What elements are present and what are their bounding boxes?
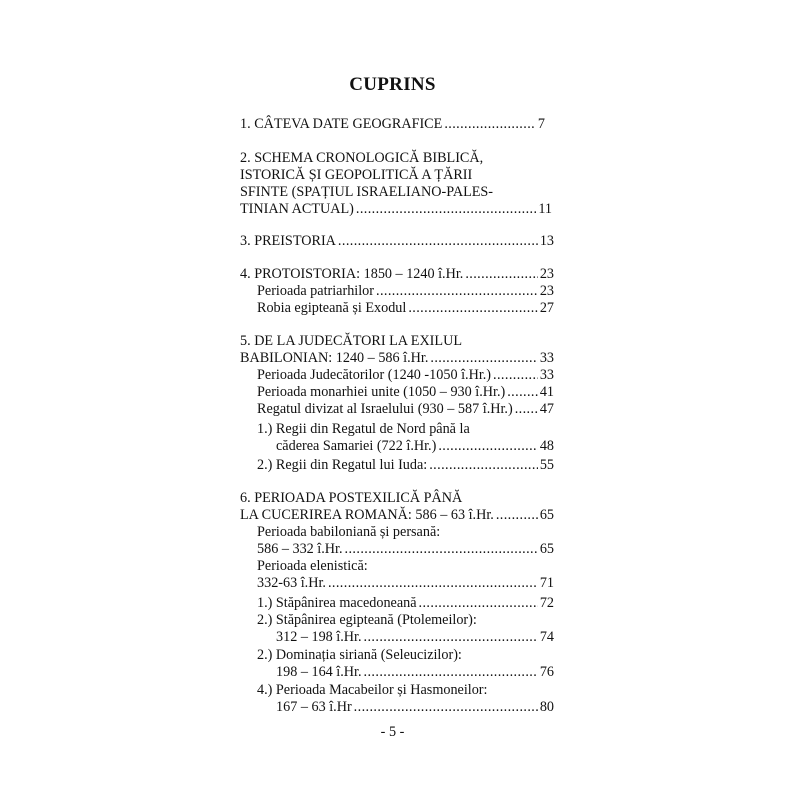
toc-entry: 2.) Dominația siriană (Seleucizilor):	[257, 647, 462, 663]
toc-entry-text: 167 – 63 î.Hr	[276, 699, 352, 715]
toc-entry-page: 11	[538, 201, 552, 217]
toc-entry: 6. PERIOADA POSTEXILICĂ PÂNĂ	[240, 490, 463, 506]
toc-entry-text: 1. CÂTEVA DATE GEOGRAFICE	[240, 116, 443, 132]
toc-entry-text: 4. PROTOISTORIA: 1850 – 1240 î.Hr.	[240, 266, 464, 282]
leader-dots	[345, 541, 538, 558]
toc-entry-text: LA CUCERIREA ROMANĂ: 586 – 63 î.Hr.	[240, 507, 494, 523]
leader-dots	[444, 116, 536, 133]
toc-entry	[257, 401, 554, 418]
toc-entry-text: 332-63 î.Hr.	[257, 575, 326, 591]
toc-entry: 5. DE LA JUDECĂTORI LA EXILUL	[240, 333, 462, 349]
toc-entry	[257, 541, 554, 558]
toc-entry-text: TINIAN ACTUAL)	[240, 201, 354, 217]
leader-dots	[507, 384, 538, 401]
toc-entry: 1.) Regii din Regatul de Nord până la	[257, 421, 470, 437]
toc-entry-page: 80	[539, 699, 554, 715]
leader-dots	[438, 438, 537, 455]
leader-dots	[430, 350, 537, 367]
toc-entry-text: 198 – 164 î.Hr.	[276, 664, 362, 680]
toc-entry-page: 27	[539, 300, 554, 316]
leader-dots	[515, 401, 538, 418]
toc-entry	[257, 575, 554, 592]
toc-entry	[257, 300, 554, 317]
toc-entry	[276, 629, 554, 646]
leader-dots	[496, 507, 538, 524]
toc-entry-page: 65	[539, 541, 554, 557]
toc-entry	[257, 367, 554, 384]
leader-dots	[364, 629, 538, 646]
leader-dots	[465, 266, 537, 283]
toc-entry-page: 33	[539, 350, 554, 366]
toc-entry	[240, 233, 554, 250]
leader-dots	[419, 595, 538, 612]
toc-entry	[257, 457, 554, 474]
toc-entry-text: Perioada patriarhilor	[257, 283, 374, 299]
toc-entry-page: 76	[539, 664, 554, 680]
toc-entry	[240, 201, 552, 218]
page-title: CUPRINS	[349, 74, 436, 95]
toc-entry: Perioada babiloniană și persană:	[257, 524, 441, 540]
toc-entry-text: BABILONIAN: 1240 – 586 î.Hr.	[240, 350, 429, 366]
toc-entry: 2.) Stăpânirea egipteană (Ptolemeilor):	[257, 612, 477, 628]
toc-entry-text: Perioada monarhiei unite (1050 – 930 î.Hr.)	[257, 384, 506, 400]
toc-entry-text: 312 – 198 î.Hr.	[276, 629, 362, 645]
toc-entry	[240, 350, 554, 367]
toc-entry-text: căderea Samariei (722 î.Hr.)	[276, 438, 437, 454]
toc-entry: ISTORICĂ ȘI GEOPOLITICĂ A ȚĂRII	[240, 167, 473, 183]
toc-entry-page: 23	[539, 266, 554, 282]
toc-entry	[276, 438, 554, 455]
leader-dots	[376, 283, 538, 300]
toc-entry-page: 7	[537, 116, 545, 132]
toc-entry: 4.) Perioada Macabeilor și Hasmoneilor:	[257, 682, 488, 698]
leader-dots	[354, 699, 538, 716]
toc-entry-page: 65	[539, 507, 554, 523]
toc-entry: Perioada elenistică:	[257, 558, 368, 574]
toc-entry-page: 71	[539, 575, 554, 591]
toc-entry	[240, 507, 554, 524]
leader-dots	[356, 201, 536, 218]
toc-entry	[240, 266, 554, 283]
leader-dots	[493, 367, 538, 384]
toc-entry-page: 48	[539, 438, 554, 454]
toc-entry-text: 3. PREISTORIA	[240, 233, 336, 249]
toc-entry-page: 72	[539, 595, 554, 611]
toc-entry-text: Robia egipteană și Exodul	[257, 300, 407, 316]
toc-entry-text: Perioada Judecătorilor (1240 -1050 î.Hr.)	[257, 367, 492, 383]
toc-entry-text: 2.) Regii din Regatul lui Iuda:	[257, 457, 428, 473]
toc-entry: SFINTE (SPAȚIUL ISRAELIANO-PALES-	[240, 184, 494, 200]
leader-dots	[408, 300, 537, 317]
toc-entry	[276, 664, 554, 681]
toc-entry	[240, 116, 545, 133]
leader-dots	[429, 457, 538, 474]
toc-entry-text: Regatul divizat al Israelului (930 – 587 î.Hr.)	[257, 401, 513, 417]
toc-entry-page: 13	[539, 233, 554, 249]
leader-dots	[328, 575, 538, 592]
toc-entry-page: 47	[539, 401, 554, 417]
toc-entry	[276, 699, 554, 716]
toc-entry-page: 33	[539, 367, 554, 383]
toc-entry-page: 23	[539, 283, 554, 299]
toc-entry	[257, 384, 554, 401]
toc-entry-page: 74	[539, 629, 554, 645]
page-number-footer: - 5 -	[380, 724, 405, 740]
toc-entry-page: 41	[539, 384, 554, 400]
toc-entry: 2. SCHEMA CRONOLOGICĂ BIBLICĂ,	[240, 150, 484, 166]
leader-dots	[338, 233, 538, 250]
toc-entry	[257, 283, 554, 300]
toc-entry-text: 1.) Stăpânirea macedoneană	[257, 595, 417, 611]
toc-entry	[257, 595, 554, 612]
toc-entry-text: 586 – 332 î.Hr.	[257, 541, 343, 557]
toc-entry-page: 55	[539, 457, 554, 473]
leader-dots	[364, 664, 538, 681]
